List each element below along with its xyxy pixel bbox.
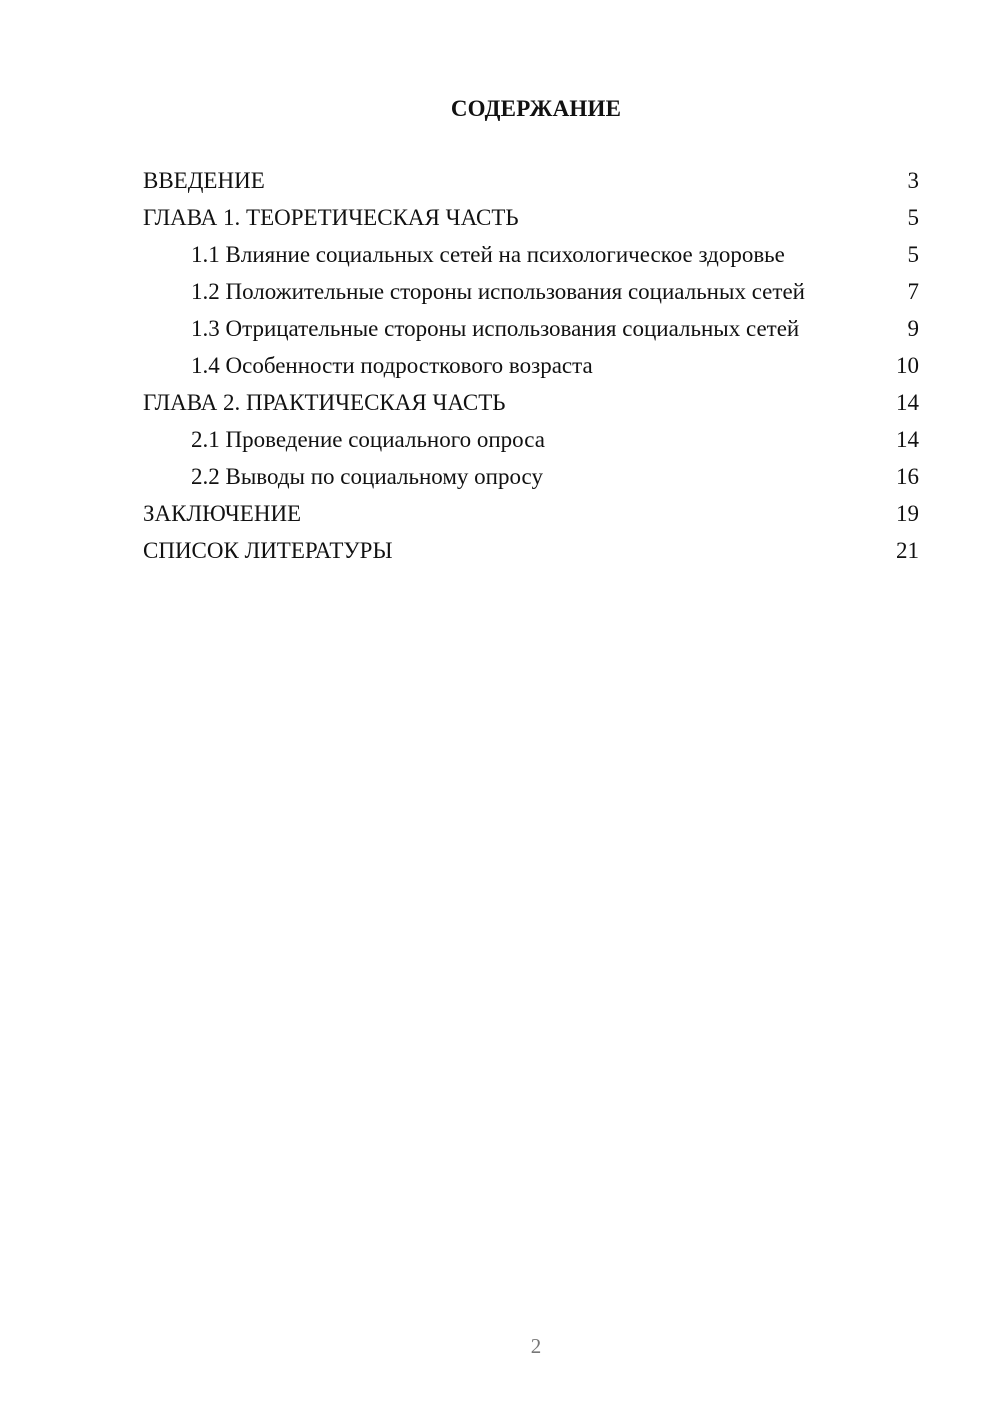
toc-entry-page: 14 <box>896 427 919 452</box>
table-of-contents <box>143 168 919 575</box>
toc-entry-label: ГЛАВА 2. ПРАКТИЧЕСКАЯ ЧАСТЬ <box>143 390 506 415</box>
toc-entry-section-1-2[interactable] <box>143 279 919 305</box>
toc-entry-label: ВВЕДЕНИЕ <box>143 168 265 193</box>
toc-entry-page: 9 <box>907 316 919 341</box>
toc-entry-chapter-1[interactable] <box>143 205 919 231</box>
toc-entry-page: 21 <box>896 538 919 563</box>
toc-entry-section-1-4[interactable] <box>143 353 919 379</box>
toc-entry-chapter-2[interactable] <box>143 390 919 416</box>
toc-entry-page: 19 <box>896 501 919 526</box>
toc-entry-section-2-1[interactable] <box>143 427 919 453</box>
toc-entry-page: 16 <box>896 464 919 489</box>
toc-entry-label: 2.1 Проведение социального опроса <box>191 427 545 452</box>
toc-entry-label: ГЛАВА 1. ТЕОРЕТИЧЕСКАЯ ЧАСТЬ <box>143 205 519 230</box>
toc-entry-page: 3 <box>907 168 919 193</box>
toc-entry-page: 5 <box>907 242 919 267</box>
toc-entry-label: 1.2 Положительные стороны использования социальных сетей <box>191 279 805 304</box>
toc-entry-label: СПИСОК ЛИТЕРАТУРЫ <box>143 538 393 563</box>
toc-entry-label: 1.4 Особенности подросткового возраста <box>191 353 593 378</box>
toc-entry-label: 2.2 Выводы по социальному опросу <box>191 464 543 489</box>
toc-entry-section-1-3[interactable] <box>143 316 919 342</box>
toc-entry-label: 1.3 Отрицательные стороны использования социальных сетей <box>191 316 800 341</box>
toc-entry-references[interactable] <box>143 538 919 564</box>
toc-entry-introduction[interactable] <box>143 168 919 194</box>
toc-entry-section-2-2[interactable] <box>143 464 919 490</box>
toc-entry-label: 1.1 Влияние социальных сетей на психологическое здоровье <box>191 242 785 267</box>
toc-entry-page: 7 <box>907 279 919 304</box>
page-title: СОДЕРЖАНИЕ <box>450 96 622 121</box>
toc-entry-conclusion[interactable] <box>143 501 919 527</box>
toc-entry-page: 5 <box>907 205 919 230</box>
toc-entry-page: 14 <box>896 390 919 415</box>
toc-entry-section-1-1[interactable] <box>143 242 919 268</box>
page-number: 2 <box>530 1334 542 1358</box>
toc-entry-label: ЗАКЛЮЧЕНИЕ <box>143 501 302 526</box>
toc-entry-page: 10 <box>896 353 919 378</box>
